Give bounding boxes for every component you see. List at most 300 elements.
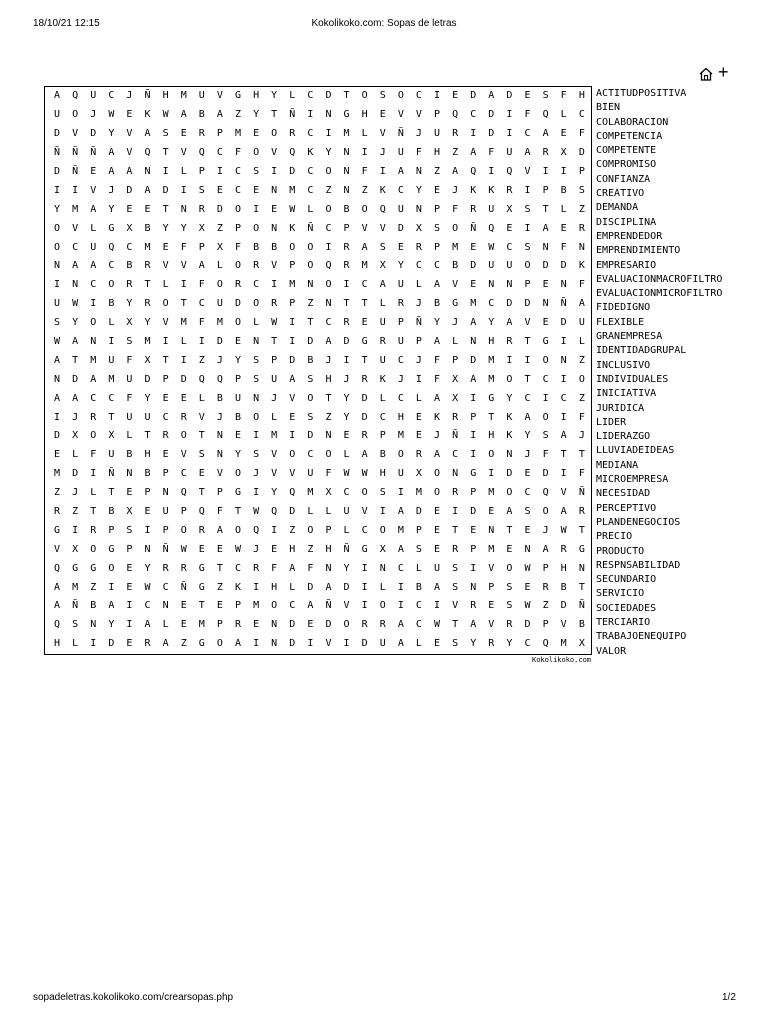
grid-cell: O — [397, 90, 404, 102]
grid-cell: Z — [216, 222, 223, 234]
grid-cell: O — [361, 203, 368, 215]
grid-cell: S — [524, 203, 531, 215]
page-number: 1/2 — [722, 992, 736, 1003]
grid-cell: W — [144, 581, 151, 593]
grid-cell: Q — [54, 562, 61, 574]
grid-cell: A — [108, 600, 115, 612]
grid-cell: C — [343, 487, 350, 499]
grid-cell: S — [253, 166, 260, 177]
grid-cell: C — [108, 90, 115, 102]
grid-cell: S — [72, 619, 79, 631]
grid-cell: C — [361, 524, 368, 536]
grid-cell: A — [379, 279, 386, 291]
grid-cell: H — [560, 562, 567, 574]
grid-cell: N — [343, 147, 350, 159]
grid-cell: R — [234, 279, 241, 291]
grid-cell: E — [488, 506, 495, 518]
grid-cell: R — [361, 373, 368, 385]
grid-cell: A — [542, 222, 549, 234]
grid-cell: A — [325, 581, 332, 593]
grid-cell: K — [144, 109, 151, 121]
grid-cell: A — [216, 524, 223, 536]
grid-cell: Q — [198, 506, 205, 518]
grid-row — [48, 578, 591, 597]
grid-cell: J — [108, 184, 115, 196]
grid-cell: O — [361, 90, 368, 102]
grid-cell: X — [325, 487, 332, 499]
grid-cell: N — [343, 166, 350, 177]
word-list-item: INCLUSIVO — [596, 359, 651, 371]
grid-cell: Q — [198, 147, 205, 159]
grid-cell: D — [560, 260, 567, 272]
grid-cell: Ñ — [452, 430, 459, 442]
grid-cell: E — [524, 524, 531, 536]
grid-cell: C — [144, 600, 151, 612]
grid-cell: L — [307, 506, 314, 518]
grid-cell: Y — [325, 147, 332, 159]
grid-cell: P — [452, 354, 459, 366]
grid-cell: P — [126, 543, 133, 555]
grid-cell: I — [180, 184, 187, 196]
grid-cell: P — [379, 430, 386, 442]
grid-cell: S — [54, 317, 61, 329]
grid-cell: O — [307, 392, 314, 404]
grid-cell: E — [162, 241, 169, 253]
grid-cell: G — [542, 336, 549, 348]
grid-cell: A — [470, 317, 477, 329]
grid-cell: D — [524, 619, 531, 631]
grid-cell: C — [524, 487, 531, 499]
grid-cell: H — [488, 430, 495, 442]
grid-cell: M — [488, 487, 495, 499]
grid-cell: H — [361, 109, 368, 121]
grid-cell: Q — [325, 260, 332, 272]
grid-cell: I — [397, 600, 404, 612]
grid-cell: I — [162, 166, 169, 177]
grid-cell: C — [506, 241, 513, 253]
grid-cell: F — [90, 449, 97, 461]
grid-cell: D — [289, 506, 296, 518]
grid-cell: C — [108, 392, 115, 404]
grid-cell: A — [397, 638, 404, 650]
grid-cell: N — [415, 203, 422, 215]
grid-cell: A — [54, 354, 61, 366]
grid-cell: D — [542, 260, 549, 272]
grid-cell: X — [379, 260, 386, 272]
grid-cell: W — [72, 298, 79, 310]
grid-cell: R — [234, 619, 241, 631]
grid-cell: V — [289, 468, 296, 480]
grid-cell: V — [271, 147, 278, 159]
grid-cell: O — [542, 506, 549, 518]
grid-cell: Z — [542, 600, 549, 612]
grid-cell: D — [54, 166, 61, 177]
grid-cell: T — [560, 449, 567, 461]
grid-cell: O — [434, 487, 441, 499]
grid-cell: E — [506, 222, 513, 234]
grid-cell: F — [361, 166, 368, 177]
grid-cell: T — [524, 336, 531, 348]
grid-cell: D — [542, 468, 549, 480]
grid-cell: G — [488, 392, 495, 404]
grid-cell: D — [289, 354, 296, 366]
grid-cell: D — [307, 581, 314, 593]
grid-cell: F — [578, 128, 585, 140]
grid-cell: D — [470, 506, 477, 518]
grid-cell: C — [325, 317, 332, 329]
grid-cell: C — [415, 600, 422, 612]
grid-cell: M — [216, 317, 223, 329]
grid-cell: O — [72, 109, 79, 121]
grid-cell: C — [488, 298, 495, 310]
grid-cell: W — [54, 336, 61, 348]
grid-cell: E — [542, 317, 549, 329]
grid-cell: R — [144, 260, 151, 272]
grid-cell: E — [361, 317, 368, 329]
grid-cell: E — [180, 600, 187, 612]
grid-cell: S — [198, 449, 205, 461]
grid-cell: I — [542, 166, 549, 177]
grid-cell: W — [343, 468, 350, 480]
grid-cell: P — [524, 279, 531, 291]
grid-cell: B — [234, 411, 241, 423]
grid-cell: P — [415, 336, 422, 348]
plus-icon[interactable]: + — [718, 62, 729, 82]
grid-cell: A — [578, 298, 585, 310]
grid-cell: Y — [434, 317, 441, 329]
grid-cell: I — [560, 373, 567, 385]
word-list-item: SERVICIO — [596, 588, 645, 600]
grid-cell: R — [578, 222, 585, 234]
grid-cell: Y — [54, 203, 61, 215]
grid-cell: D — [289, 638, 296, 650]
grid-cell: D — [216, 336, 223, 348]
grid-cell: I — [325, 241, 332, 253]
grid-row — [48, 219, 591, 238]
grid-cell: D — [470, 260, 477, 272]
grid-cell: W — [271, 317, 278, 329]
grid-cell: U — [578, 317, 585, 329]
grid-cell: Y — [343, 562, 350, 574]
grid-cell: I — [506, 128, 513, 140]
grid-cell: D — [361, 638, 368, 650]
grid-cell: Y — [470, 638, 477, 650]
grid-cell: A — [72, 392, 79, 404]
grid-cell: E — [434, 524, 441, 536]
grid-cell: E — [524, 581, 531, 593]
grid-cell: S — [198, 184, 205, 196]
word-list-item: MEDIANA — [596, 459, 639, 471]
grid-cell: D — [397, 222, 404, 234]
grid-cell: A — [560, 506, 567, 518]
grid-cell: A — [470, 619, 477, 631]
grid-cell: O — [289, 449, 296, 461]
grid-cell: C — [470, 109, 477, 121]
grid-cell: L — [343, 449, 350, 461]
grid-cell: N — [470, 581, 477, 593]
grid-cell: Y — [253, 109, 260, 121]
grid-cell: E — [180, 392, 187, 404]
grid-cell: D — [343, 336, 350, 348]
grid-cell: C — [397, 354, 404, 366]
grid-cell: R — [253, 260, 260, 272]
grid-cell: C — [162, 581, 169, 593]
grid-cell: E — [434, 184, 441, 196]
grid-cell: C — [90, 392, 97, 404]
grid-cell: O — [90, 430, 97, 442]
grid-cell: I — [289, 317, 296, 329]
grid-cell: Z — [452, 147, 459, 159]
grid-cell: I — [560, 166, 567, 177]
grid-cell: C — [542, 373, 549, 385]
grid-cell: D — [90, 128, 97, 140]
grid-cell: J — [72, 487, 79, 499]
grid-row — [48, 540, 591, 559]
grid-cell: C — [560, 392, 567, 404]
grid-cell: I — [560, 411, 567, 423]
grid-cell: F — [542, 449, 549, 461]
word-list — [596, 87, 766, 659]
grid-cell: I — [253, 487, 260, 499]
grid-cell: J — [452, 317, 459, 329]
grid-cell: I — [126, 600, 133, 612]
grid-cell: C — [434, 260, 441, 272]
grid-cell: I — [54, 279, 61, 291]
grid-row — [48, 503, 591, 522]
grid-cell: S — [307, 373, 314, 385]
grid-cell: K — [578, 260, 585, 272]
grid-cell: A — [506, 506, 513, 518]
grid-cell: N — [560, 279, 567, 291]
grid-cell: Y — [108, 203, 115, 215]
grid-cell: G — [198, 638, 205, 650]
grid-cell: N — [578, 562, 585, 574]
grid-cell: E — [126, 581, 133, 593]
grid-cell: E — [434, 543, 441, 555]
grid-cell: Q — [379, 203, 386, 215]
grid-cell: X — [126, 506, 133, 518]
grid-cell: Ñ — [72, 600, 79, 612]
grid-cell: T — [234, 506, 241, 518]
grid-cell: E — [126, 203, 133, 215]
word-list-item: EMPRENDIMIENTO — [596, 245, 681, 257]
grid-cell: D — [361, 392, 368, 404]
grid-cell: T — [506, 524, 513, 536]
grid-cell: D — [560, 317, 567, 329]
grid-cell: X — [108, 430, 115, 442]
word-list-item: RESPNSABILIDAD — [596, 559, 681, 571]
grid-cell: M — [488, 354, 495, 366]
grid-cell: A — [325, 336, 332, 348]
grid-cell: P — [234, 222, 241, 234]
grid-row — [48, 351, 591, 370]
grid-cell: I — [415, 373, 422, 385]
grid-cell: Z — [361, 184, 368, 196]
grid-cell: A — [361, 449, 368, 461]
grid-cell: J — [415, 354, 422, 366]
grid-cell: M — [560, 638, 567, 650]
word-list-item: PRODUCTO — [596, 545, 645, 557]
grid-cell: T — [578, 449, 585, 461]
grid-cell: L — [415, 279, 422, 291]
grid-cell: N — [343, 184, 350, 196]
grid-row — [48, 276, 591, 295]
grid-cell: R — [343, 317, 350, 329]
grid-cell: O — [506, 487, 513, 499]
grid-cell: D — [162, 184, 169, 196]
grid-cell: A — [470, 373, 477, 385]
grid-cell: L — [379, 581, 386, 593]
grid-cell: L — [162, 279, 169, 291]
grid-cell: A — [434, 336, 441, 348]
word-list-item: EVALUACIONMICROFILTRO — [596, 288, 723, 300]
grid-cell: L — [415, 638, 422, 650]
grid-cell: T — [307, 317, 314, 329]
grid-cell: G — [470, 468, 477, 480]
grid-cell: D — [54, 430, 61, 442]
grid-cell: T — [108, 487, 115, 499]
grid-cell: N — [325, 430, 332, 442]
grid-cell: S — [253, 373, 260, 385]
grid-cell: F — [434, 354, 441, 366]
grid-cell: O — [216, 638, 223, 650]
grid-cell: C — [452, 449, 459, 461]
grid-cell: V — [488, 619, 495, 631]
grid-cell: N — [271, 638, 278, 650]
word-list-item: FLEXIBLE — [596, 316, 645, 328]
grid-cell: O — [180, 430, 187, 442]
grid-cell: X — [144, 354, 151, 366]
grid-row — [48, 597, 591, 616]
grid-cell: B — [578, 619, 585, 631]
grid-cell: E — [216, 543, 223, 555]
grid-cell: D — [72, 373, 79, 385]
grid-cell: V — [379, 128, 386, 140]
grid-cell: A — [144, 619, 151, 631]
grid-cell: H — [144, 449, 151, 461]
grid-cell: O — [271, 128, 278, 140]
grid-cell: L — [452, 336, 459, 348]
grid-cell: X — [72, 430, 79, 442]
grid-cell: V — [216, 90, 223, 102]
grid-cell: N — [271, 184, 278, 196]
grid-cell: E — [216, 600, 223, 612]
grid-cell: E — [144, 506, 151, 518]
grid-cell: I — [434, 600, 441, 612]
grid-cell: S — [452, 562, 459, 574]
home-icon[interactable] — [698, 66, 714, 87]
grid-cell: L — [343, 524, 350, 536]
grid-cell: Q — [144, 147, 151, 159]
grid-cell: A — [524, 411, 531, 423]
grid-cell: R — [379, 619, 386, 631]
grid-cell: V — [54, 543, 61, 555]
grid-cell: J — [253, 468, 260, 480]
word-list-item: GRANEMPRESA — [596, 331, 663, 343]
grid-cell: I — [361, 147, 368, 159]
grid-cell: Z — [325, 184, 332, 196]
grid-cell: P — [144, 487, 151, 499]
grid-cell: T — [162, 354, 169, 366]
grid-cell: B — [126, 260, 133, 272]
grid-cell: E — [452, 90, 459, 102]
grid-cell: E — [397, 241, 404, 253]
grid-cell: I — [343, 354, 350, 366]
grid-cell: R — [452, 128, 459, 140]
grid-cell: N — [560, 354, 567, 366]
grid-cell: R — [90, 524, 97, 536]
grid-cell: P — [162, 373, 169, 385]
grid-cell: C — [578, 109, 585, 121]
grid-cell: R — [506, 184, 513, 196]
grid-cell: D — [54, 128, 61, 140]
grid-cell: N — [415, 166, 422, 177]
grid-cell: G — [54, 524, 61, 536]
grid-cell: R — [397, 298, 404, 310]
grid-cell: U — [144, 411, 151, 423]
grid-cell: C — [108, 260, 115, 272]
grid-cell: P — [542, 562, 549, 574]
grid-cell: T — [72, 354, 79, 366]
grid-cell: I — [560, 336, 567, 348]
grid-cell: O — [90, 317, 97, 329]
grid-cell: D — [470, 354, 477, 366]
word-list-item: JURIDICA — [596, 402, 645, 414]
grid-cell: Y — [180, 222, 187, 234]
grid-cell: P — [162, 468, 169, 480]
grid-cell: Y — [343, 392, 350, 404]
grid-cell: P — [397, 317, 404, 329]
word-search-grid — [44, 86, 592, 655]
grid-cell: M — [343, 128, 350, 140]
grid-cell: O — [289, 241, 296, 253]
grid-cell: B — [452, 260, 459, 272]
grid-cell: S — [542, 90, 549, 102]
grid-cell: F — [578, 468, 585, 480]
grid-cell: F — [524, 109, 531, 121]
grid-cell: Y — [72, 317, 79, 329]
grid-cell: U — [379, 354, 386, 366]
grid-cell: P — [434, 109, 441, 121]
grid-cell: T — [162, 147, 169, 159]
grid-cell: F — [126, 392, 133, 404]
grid-cell: O — [234, 468, 241, 480]
grid-cell: Q — [488, 222, 495, 234]
grid-cell: F — [234, 241, 241, 253]
grid-cell: I — [180, 279, 187, 291]
grid-cell: K — [506, 430, 513, 442]
grid-cell: O — [253, 222, 260, 234]
word-list-item: INICIATIVA — [596, 388, 657, 400]
grid-cell: W — [234, 543, 241, 555]
grid-cell: R — [271, 298, 278, 310]
grid-cell: E — [560, 128, 567, 140]
grid-cell: E — [470, 241, 477, 253]
grid-cell: C — [307, 449, 314, 461]
grid-cell: Z — [72, 506, 79, 518]
grid-cell: D — [361, 411, 368, 423]
grid-cell: B — [560, 581, 567, 593]
grid-cell: C — [162, 411, 169, 423]
grid-cell: F — [452, 203, 459, 215]
grid-cell: O — [307, 241, 314, 253]
grid-cell: E — [542, 279, 549, 291]
grid-row — [48, 314, 591, 333]
grid-cell: T — [578, 524, 585, 536]
grid-cell: R — [253, 562, 260, 574]
grid-cell: M — [144, 336, 151, 348]
grid-cell: P — [108, 524, 115, 536]
